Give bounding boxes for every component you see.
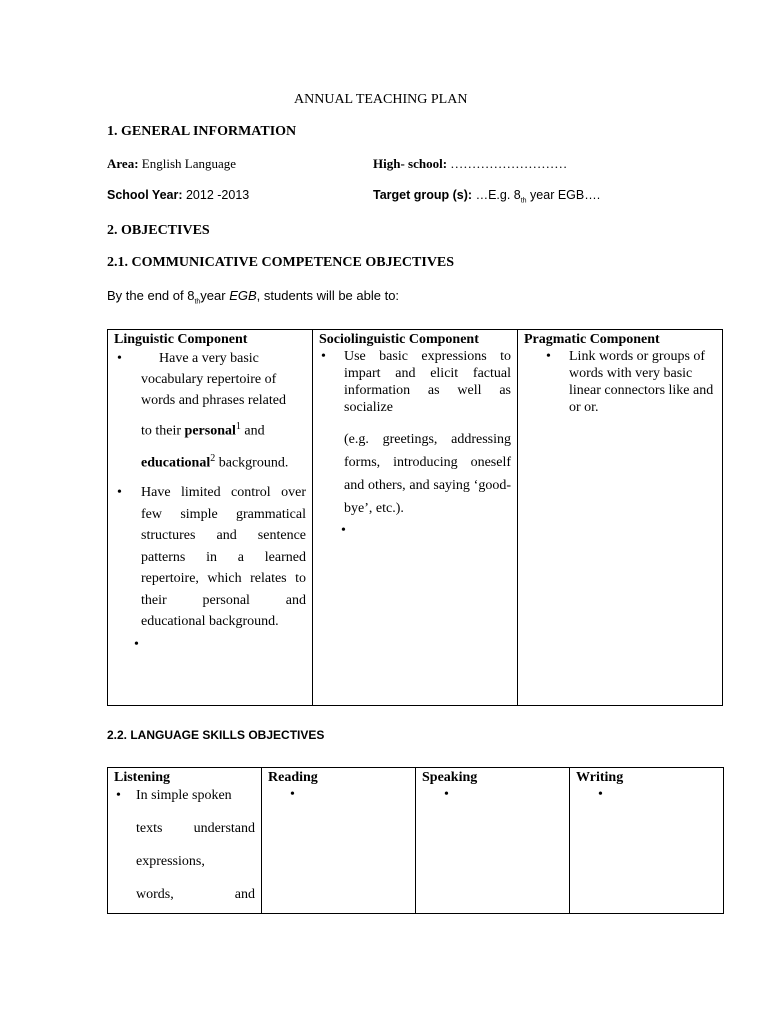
section-objectives: 2. OBJECTIVES (107, 223, 210, 238)
sociolinguistic-example: (e.g. greetings, addressing forms, introducing oneself and others, and saying ‘good-bye’, etc.). (344, 432, 511, 516)
linguistic-empty-bullet: • (134, 636, 139, 652)
area-value: English Language (141, 156, 237, 171)
section-communicative-objectives: 2.1. COMMUNICATIVE COMPETENCE OBJECTIVES (107, 255, 455, 270)
highschool-label: High- school: (373, 156, 448, 171)
linguistic-header: Linguistic Component (114, 332, 248, 347)
speaking-empty-bullet: • (444, 787, 449, 802)
speaking-header: Speaking (422, 770, 478, 785)
writing-cell (570, 768, 724, 914)
pragmatic-bullet-1: • Link words or groups of words with very basic linear connectors like and or or. (546, 349, 714, 415)
sociolinguistic-header: Sociolinguistic Component (319, 332, 479, 347)
area-row (107, 156, 236, 172)
highschool-value: ……………………… (450, 156, 568, 171)
target-group-label: Target group (s): (373, 188, 473, 202)
linguistic-bullet-2: • Have limited control over few simple grammatical structures and sentence patterns in a learned repertoire, which relates to their personal and educational background. (117, 485, 306, 630)
speaking-cell (416, 768, 570, 914)
skills-table (107, 767, 724, 914)
reading-empty-bullet: • (290, 787, 295, 802)
schoolyear-label: School Year: (107, 188, 183, 202)
section-general-information: 1. GENERAL INFORMATION (107, 124, 297, 139)
target-group-value: …E.g. $8_{th}$ year EGB…. (475, 188, 601, 205)
writing-empty-bullet: • (598, 787, 603, 802)
area-label: Area: (107, 156, 139, 171)
highschool-row (373, 156, 567, 172)
schoolyear-row (107, 188, 249, 202)
sociolinguistic-bullet-1: • Use basic expressions to impart and elicit factual information as well as socialize (321, 349, 511, 415)
sociolinguistic-empty-bullet: • (341, 523, 346, 538)
listening-cell (108, 768, 262, 914)
section-language-skills-objectives: 2.2. LANGUAGE SKILLS OBJECTIVES (107, 728, 325, 742)
schoolyear-value: 2012 -2013 (185, 188, 250, 202)
writing-header: Writing (576, 770, 624, 785)
reading-cell (262, 768, 416, 914)
linguistic-cell (108, 330, 313, 706)
intro-sentence: By the end of $8_{th}year$ EGB, students will be able to: (107, 288, 400, 306)
pragmatic-cell (518, 330, 723, 706)
document-title: ANNUAL TEACHING PLAN (294, 92, 468, 107)
target-group-row (373, 188, 600, 205)
components-table (107, 329, 723, 706)
reading-header: Reading (268, 770, 318, 785)
sociolinguistic-cell (313, 330, 518, 706)
linguistic-bullet-1: • Have a very basic vocabulary repertoire of words and phrases related to their personal$^1$ and educational$^2$ background. (117, 351, 289, 471)
pragmatic-header: Pragmatic Component (524, 332, 660, 347)
listening-header: Listening (114, 770, 171, 785)
listening-bullet-1: • In simple spoken texts understand expressions, words, and (116, 788, 255, 902)
